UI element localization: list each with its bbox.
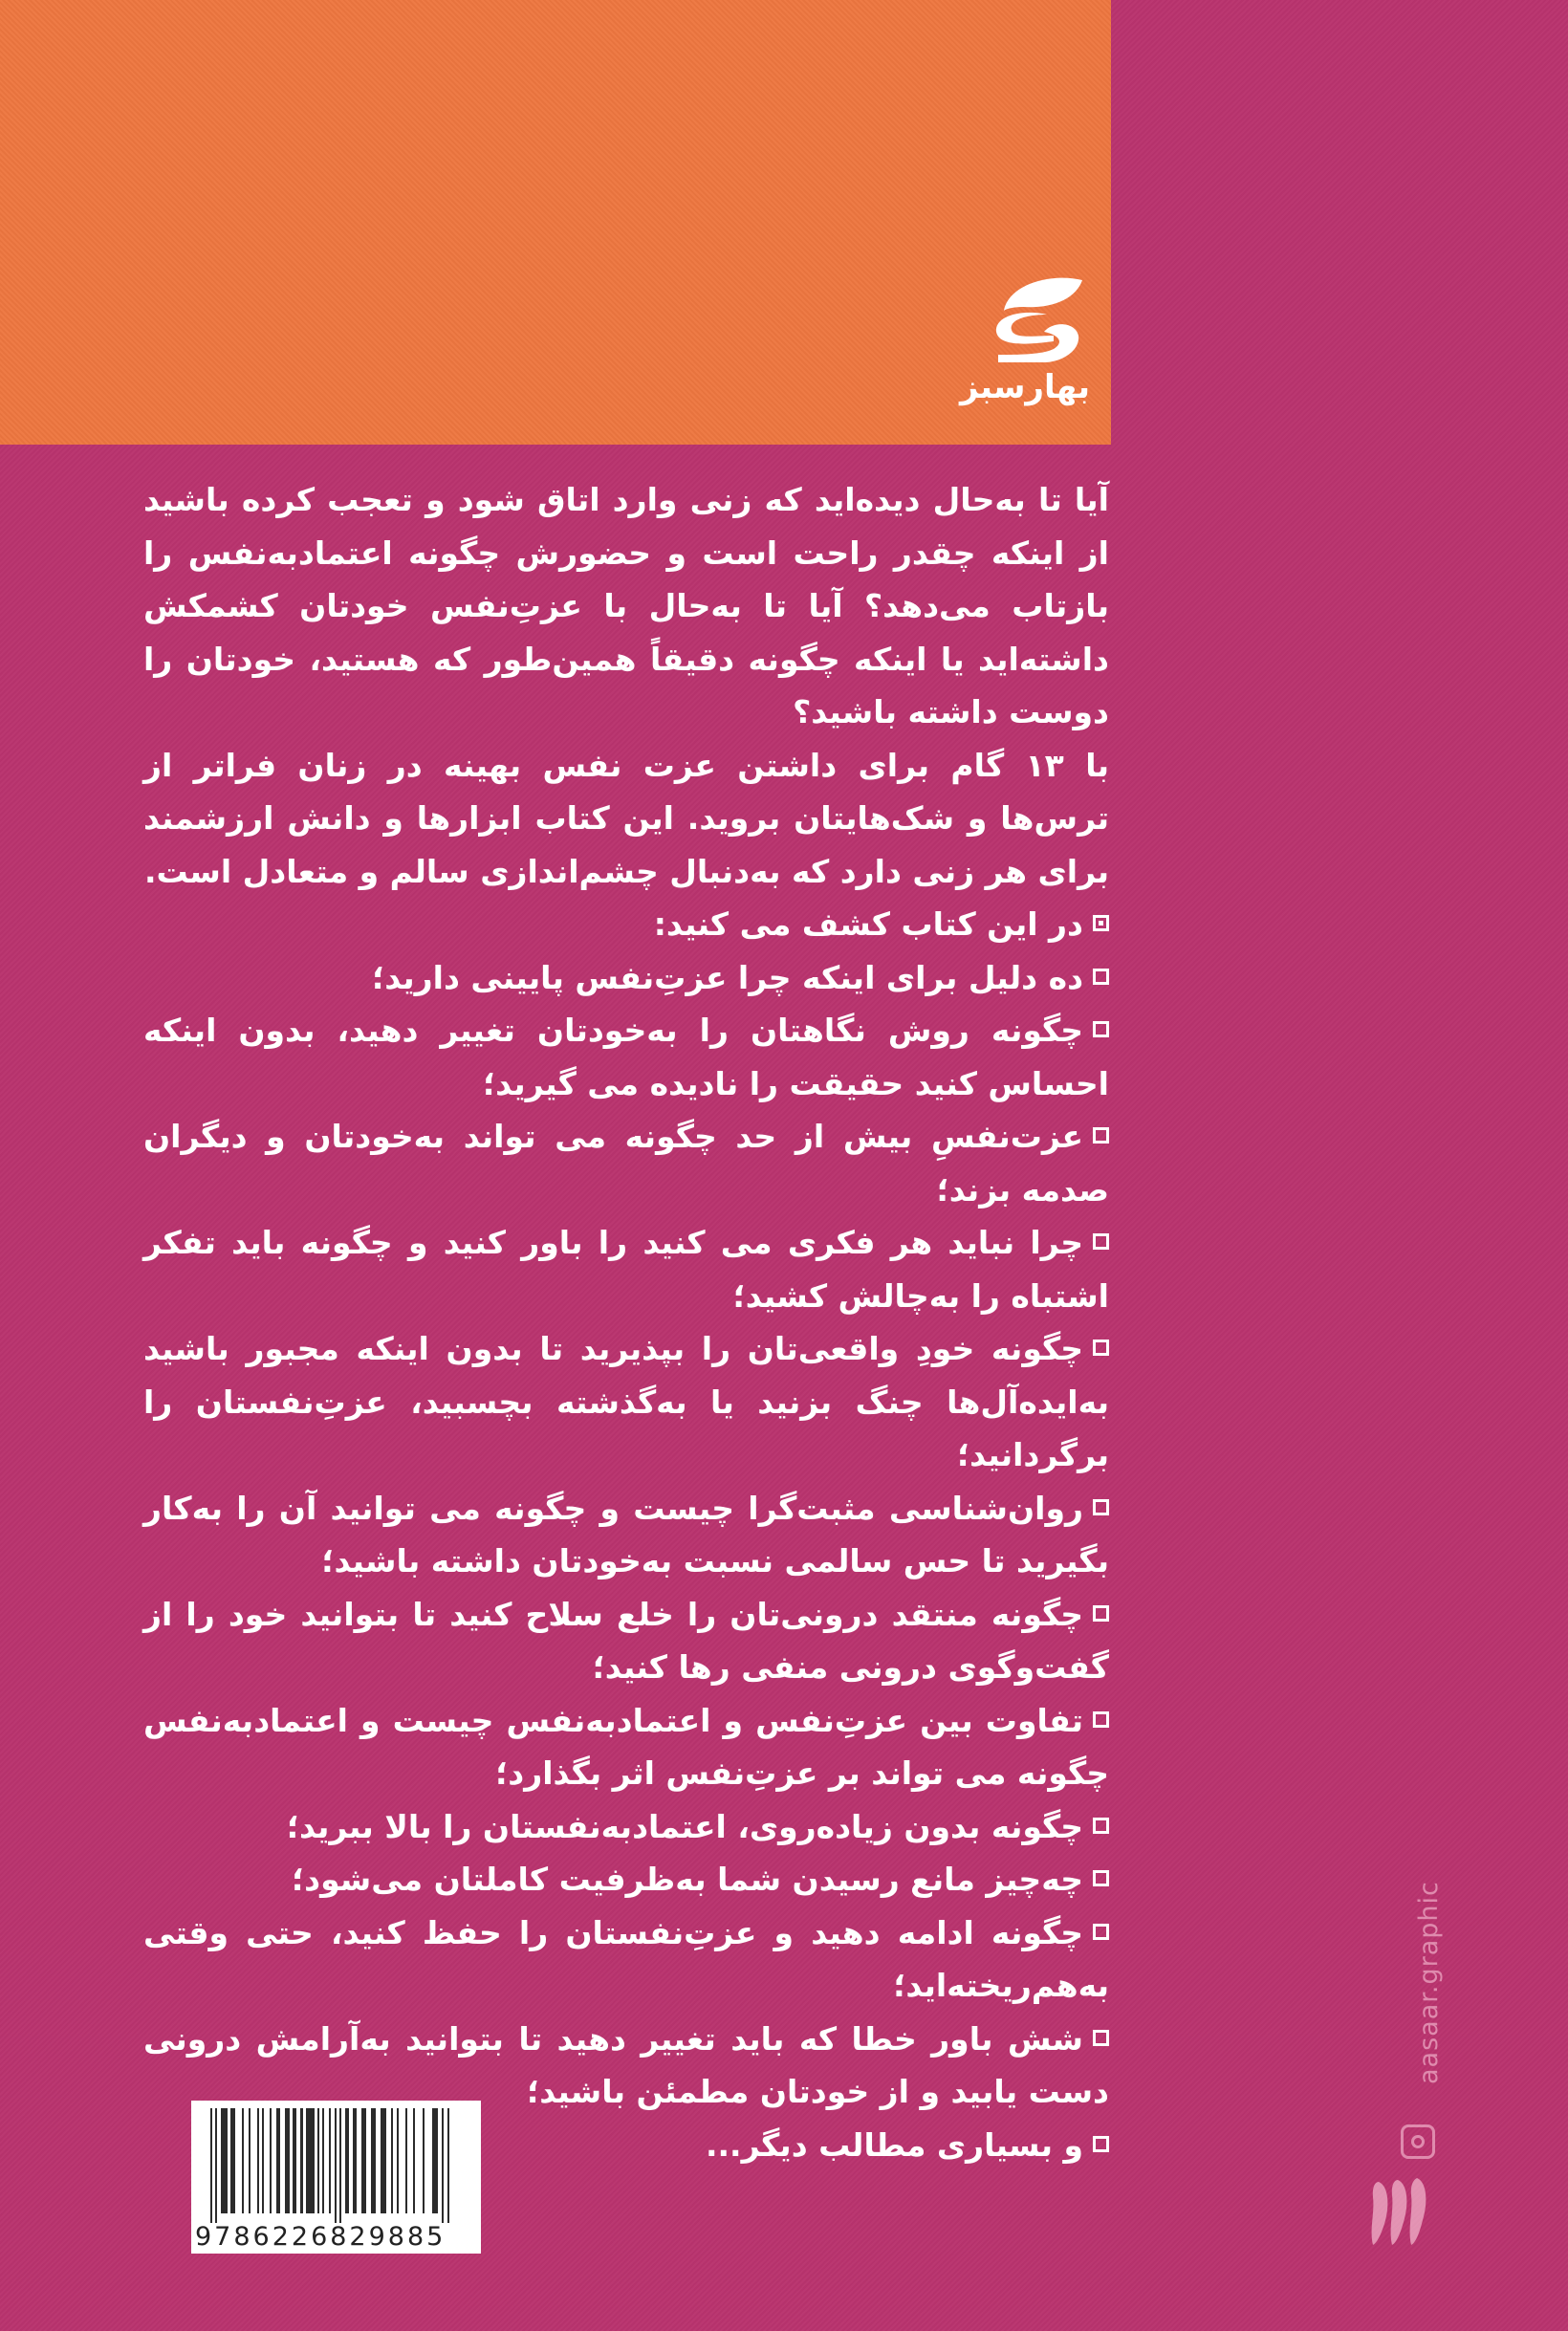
isbn-barcode xyxy=(191,2101,481,2254)
list-item: روان‌شناسی مثبت‌گرا چیست و چگونه می توانید آن را به‌کار بگیرید تا حس سالمی نسبت به‌خودتان داشته باشید؛ xyxy=(143,1489,1109,1579)
intro-paragraph-1: آیا تا به‌حال دیده‌اید که زنی وارد اتاق شود و تعجب کرده باشید از اینکه چقدر راحت است و حضورش چگونه اعتمادبه‌نفس را بازتاب می‌دهد؟ آیا تا به‌حال با عزتِ‌نفس خودتان کشمکش داشته‌اید یا اینکه چگونه دقیقاً همین‌طور که هستید، خودتان را دوست داشته باشید؟ xyxy=(143,481,1109,730)
square-bullet-icon xyxy=(1093,1021,1109,1037)
list-item: چگونه منتقد درونی‌تان را خلع سلاح کنید تا بتوانید خود را از گفت‌وگوی درونی منفی رها کنید؛ xyxy=(143,1595,1109,1686)
list-item: چرا نباید هر فکری می کنید را باور کنید و چگونه باید تفکر اشتباه را به‌چالش کشید؛ xyxy=(143,1224,1109,1315)
list-item: چگونه روش نگاهتان را به‌خودتان تغییر دهید، بدون اینکه احساس کنید حقیقت را نادیده می گیرید؛ xyxy=(143,1012,1109,1102)
list-heading: در این کتاب کشف می کنید: xyxy=(143,898,1109,951)
isbn-number: 9786226829885 xyxy=(195,2222,446,2252)
square-bullet-icon xyxy=(1093,1233,1109,1250)
square-bullet-icon xyxy=(1093,2136,1109,2152)
list-item: شش باور خطا که باید تغییر دهید تا بتوانید به‌آرامش درونی دست یابید و از خودتان مطمئن باشید؛ xyxy=(143,2019,1109,2110)
list-item: تفاوت بین عزتِ‌نفس و اعتمادبه‌نفس چیست و اعتمادبه‌نفس چگونه می تواند بر عزتِ‌نفس اثر بگذارد؛ xyxy=(143,1701,1109,1792)
square-bullet-icon xyxy=(1093,1818,1109,1834)
list-item: و بسیاری مطالب دیگر... xyxy=(143,2119,1109,2172)
square-bullet-icon xyxy=(1093,1711,1109,1728)
aasaar-studio-logo-icon xyxy=(1358,2172,1434,2249)
square-bullet-icon xyxy=(1093,2030,1109,2046)
square-bullet-icon xyxy=(1093,1340,1109,1356)
publisher-logo xyxy=(959,272,1090,435)
list-item: ده دلیل برای اینکه چرا عزتِ‌نفس پایینی دارید؛ xyxy=(143,951,1109,1005)
square-bullet-icon xyxy=(1093,1924,1109,1940)
square-bullet-icon xyxy=(1093,1870,1109,1886)
top-orange-panel xyxy=(0,0,1111,445)
instagram-icon xyxy=(1401,2124,1435,2159)
list-item: چگونه ادامه دهید و عزتِ‌نفستان را حفظ کنید، حتی وقتی به‌هم‌ریخته‌اید؛ xyxy=(143,1913,1109,2004)
square-bullet-icon xyxy=(1093,969,1109,985)
publisher-name: بهارسبز xyxy=(959,368,1090,406)
barcode-bars-icon xyxy=(208,2108,467,2223)
features-list xyxy=(143,898,1109,2171)
square-bullet-icon xyxy=(1093,1127,1109,1144)
designer-credit xyxy=(1413,1769,1442,2142)
description-block xyxy=(143,473,1109,2171)
designer-handle: aasaar.graphic xyxy=(1414,1881,1444,2084)
list-item: چگونه خودِ واقعی‌تان را بپذیرید تا بدون اینکه مجبور باشید به‌ایده‌آل‌ها چنگ بزنید یا به‌گذشته بچسبید، عزتِ‌نفستان را برگردانید؛ xyxy=(143,1330,1109,1473)
intro-paragraph-2: با ۱۳ گام برای داشتن عزت نفس بهینه در زنان فراتر از ترس‌ها و شک‌هایتان بروید. این کتاب ابزارها و دانش ارزشمند برای هر زنی دارد که به‌دنبال چشم‌اندازی سالم و متعادل است. xyxy=(143,746,1109,890)
list-item: چه‌چیز مانع رسیدن شما به‌ظرفیت کاملتان می‌شود؛ xyxy=(143,1853,1109,1906)
list-item: چگونه بدون زیاده‌روی، اعتمادبه‌نفستان را بالا ببرید؛ xyxy=(143,1800,1109,1854)
square-bullet-icon xyxy=(1093,1605,1109,1622)
list-item: عزت‌نفسِ بیش از حد چگونه می تواند به‌خودتان و دیگران صدمه بزند؛ xyxy=(143,1118,1109,1209)
filled-square-bullet-icon xyxy=(1093,915,1109,931)
bahar-sabz-leaf-logo-icon xyxy=(985,272,1090,373)
square-bullet-icon xyxy=(1093,1499,1109,1515)
